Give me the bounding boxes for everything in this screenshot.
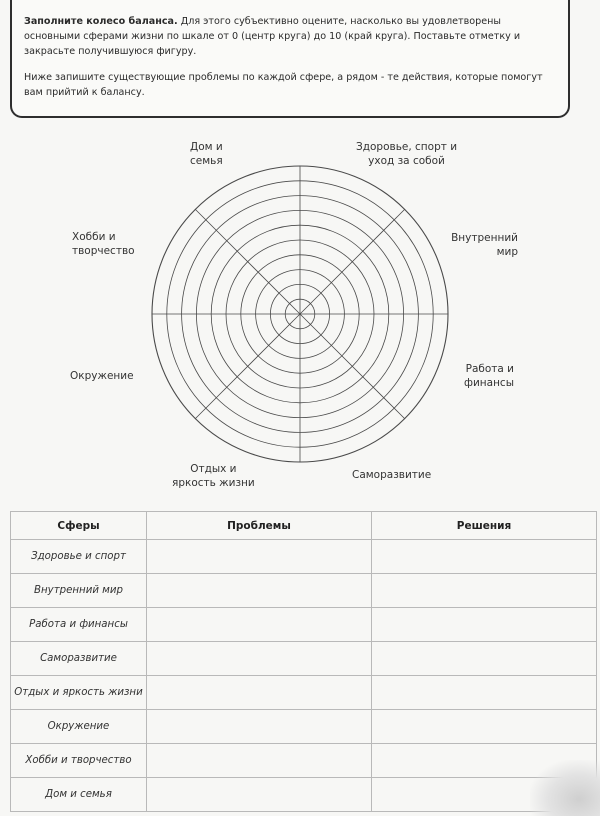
- table-row: [11, 574, 597, 608]
- problems-cell[interactable]: [147, 540, 372, 574]
- problems-cell[interactable]: [147, 608, 372, 642]
- table-row: [11, 642, 597, 676]
- instructions-box: [10, 0, 570, 118]
- table-header-row: [11, 512, 597, 540]
- instructions-paragraph-2: Ниже запишите существующие проблемы по каждой сфере, а рядом - те действия, которые помогут вам прийтий к балансу.: [24, 72, 543, 98]
- sector-label-health-line2: уход за собой: [368, 155, 445, 167]
- instructions-title: Заполните колесо баланса.: [24, 16, 178, 27]
- sphere-name: Внутренний мир: [11, 574, 147, 608]
- sector-label-self-development: Саморазвитие: [352, 469, 432, 481]
- problems-cell[interactable]: [147, 778, 372, 812]
- sector-label-home-line1: Дом и: [190, 141, 223, 153]
- instructions-text-1: Для этого субъективно оцените, насколько вы удовлетворены основными сферами жизни по шкале от 0 (центр круга) до 10 (край круга). Поставьте отметку и закрасьте получившуюся фигуру.: [24, 16, 521, 57]
- balance-wheel[interactable]: [150, 164, 450, 464]
- solutions-cell[interactable]: [372, 540, 597, 574]
- header-problems: Проблемы: [147, 512, 372, 540]
- problems-cell[interactable]: [147, 676, 372, 710]
- sector-label-inner-line2: мир: [496, 246, 518, 258]
- sector-label-work: [440, 362, 514, 390]
- solutions-cell[interactable]: [372, 608, 597, 642]
- solutions-cell[interactable]: [372, 710, 597, 744]
- sector-label-home: [190, 140, 223, 168]
- sector-label-health: [356, 140, 457, 168]
- sector-label-work-line2: финансы: [463, 377, 514, 389]
- sphere-name: Отдых и яркость жизни: [11, 676, 147, 710]
- sector-label-inner-world: [440, 231, 518, 259]
- table-row: [11, 676, 597, 710]
- sector-label-inner-line1: Внутренний: [451, 232, 518, 244]
- header-solutions: Решения: [372, 512, 597, 540]
- sector-label-rest: [172, 462, 255, 490]
- sphere-name: Дом и семья: [11, 778, 147, 812]
- solutions-cell[interactable]: [372, 574, 597, 608]
- table-row: [11, 778, 597, 812]
- sphere-name: Окружение: [11, 710, 147, 744]
- problems-cell[interactable]: [147, 642, 372, 676]
- sector-label-work-line1: Работа и: [465, 363, 514, 375]
- solutions-cell[interactable]: [372, 642, 597, 676]
- sphere-name: Хобби и творчество: [11, 744, 147, 778]
- problems-cell[interactable]: [147, 710, 372, 744]
- page-curl-shadow: [530, 760, 600, 816]
- table-row: [11, 744, 597, 778]
- solutions-cell[interactable]: [372, 676, 597, 710]
- sector-label-hobby: [72, 230, 135, 258]
- instructions-paragraph-1: [24, 14, 556, 59]
- sphere-name: Саморазвитие: [11, 642, 147, 676]
- sphere-name: Здоровье и спорт: [11, 540, 147, 574]
- sector-label-rest-line1: Отдых и: [190, 463, 237, 475]
- sector-label-health-line1: Здоровье, спорт и: [356, 141, 458, 153]
- table-row: [11, 540, 597, 574]
- problems-cell[interactable]: [147, 744, 372, 778]
- sector-label-home-line2: семья: [190, 155, 223, 167]
- sector-label-environment: Окружение: [70, 370, 134, 382]
- wheel-spokes: [152, 166, 448, 462]
- sector-label-hobby-line1: Хобби и: [72, 231, 116, 243]
- sector-label-rest-line2: яркость жизни: [172, 477, 255, 489]
- header-spheres: Сферы: [11, 512, 147, 540]
- sphere-name: Работа и финансы: [11, 608, 147, 642]
- table-row: [11, 608, 597, 642]
- problems-cell[interactable]: [147, 574, 372, 608]
- sector-label-hobby-line2: творчество: [72, 245, 135, 257]
- table-row: [11, 710, 597, 744]
- spheres-table: [10, 511, 597, 812]
